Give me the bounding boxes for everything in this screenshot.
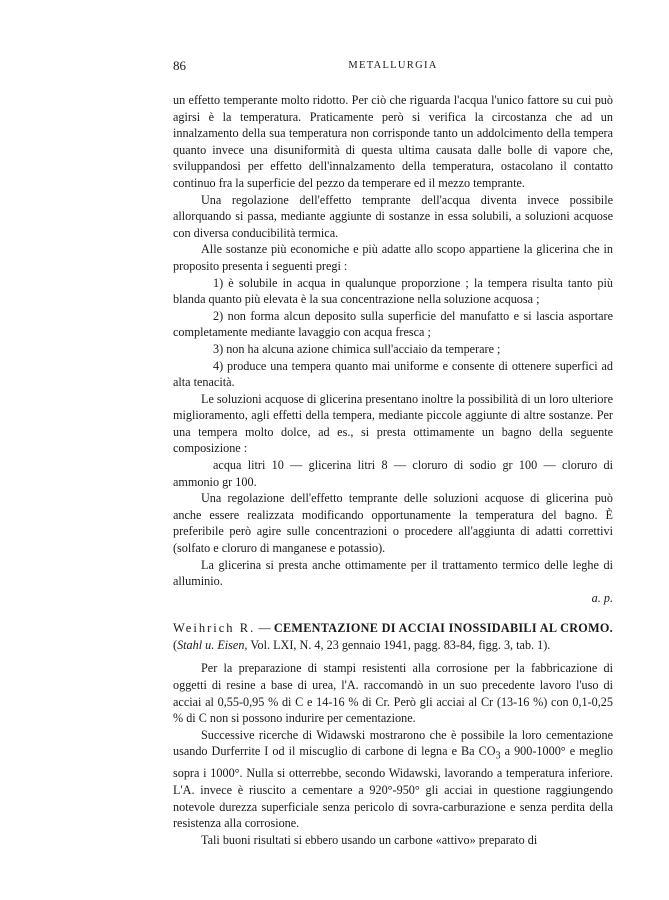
- text-run: Successive ricerche di Widawski mostrarono che è possibile la loro cementazione usando Durferrite I od il miscuglio di carbone di legna e Ba CO: [173, 727, 613, 759]
- paragraph: Per la preparazione di stampi resistenti alla corrosione per la fabbricazione di oggetti di resine a base di urea, l'A. raccomandò in un suo precedente lavoro l'uso di acciai al 0,55-0,95 % di C e 14-16 % di Cr. Però gli acciai al Cr (13-16 %) con 0,1-0,25 % di C non si possono indurire per cementazione.: [173, 661, 613, 726]
- paragraph: Alle sostanze più economiche e più adatte allo scopo appartiene la glicerina che in proposito presenta i seguenti pregi :: [173, 242, 613, 273]
- source-open: (: [173, 638, 178, 653]
- running-title: METALLURGIA: [348, 60, 438, 71]
- formula-line: acqua litri 10 — glicerina litri 8 — cloruro di sodio gr 100 — cloruro di ammonio gr 100.: [173, 458, 613, 489]
- article-body: [173, 92, 613, 848]
- paragraph: La glicerina si presta anche ottimamente per il trattamento termico delle leghe di alluminio.: [173, 557, 613, 589]
- section-gap: [173, 606, 613, 620]
- paragraph: Una regolazione dell'effetto temprante dell'acqua diventa invece possibile allorquando si passa, mediante aggiunte di sostanze in essa solubili, a soluzioni acquose con diversa conducibilità termica.: [173, 192, 613, 240]
- article-title: CEMENTAZIONE DI ACCIAI INOSSIDABILI AL CROMO.: [273, 621, 614, 636]
- page-number: 86: [173, 58, 186, 73]
- source-journal: Stahl u. Eisen,: [177, 638, 248, 653]
- paragraph: [173, 727, 613, 832]
- title-dash: —: [258, 621, 271, 636]
- source-details: Vol. LXI, N. 4, 23 gennaio 1941, pagg. 83-84, figg. 3, tab. 1).: [250, 638, 551, 653]
- paragraph: Tali buoni risultati si ebbero usando un carbone «attivo» preparato di: [201, 832, 538, 847]
- subscript: 3: [495, 750, 501, 762]
- paragraph: un effetto temperante molto ridotto. Per ciò che riguarda l'acqua l'unico fattore su cui può agirsi è la temperatura. Praticamente però si verifica la circostanza che ad un innalzamento della sua temperatura non corrisponde tanto un addolcimento della tempera quanto invece una disuniformità di questa ultima causata dalle bolle di vapore che, sviluppandosi per effetto dell'innalzamento della temperatura, ostacolano il contatto continuo fra la superficie del pezzo da temperare ed il mezzo temprante.: [173, 93, 613, 190]
- text-run: a 900-1000° e meglio sopra i 1000°. Nulla si otterrebbe, secondo Widawski, lavorando a temperatura inferiore. L'A. invece è riuscito a cementare a 920°-950° gli acciai in questione raggiungendo notevole durezza superficiale senza pericolo di sovra-carburazione e senza perdita della resistenza alla corrosione.: [173, 744, 613, 831]
- author-signature: a. p.: [591, 590, 613, 605]
- list-item: 4) produce una tempera quanto mai uniforme e consente di ottenere superfici ad alta tenacità.: [173, 358, 613, 390]
- paragraph: Le soluzioni acquose di glicerina presentano inoltre la possibilità di un loro ulteriore miglioramento, agli effetti della tempera, mediante piccole aggiunte di altre sostanze. Per una tempera molto dolce, ad es., si presta ottimamente un bagno della seguente composizione :: [173, 391, 613, 456]
- author-name: Weihrich R.: [173, 621, 256, 636]
- list-item: 1) è solubile in acqua in qualunque proporzione ; la tempera risulta tanto più blanda quanto più elevata è la sua concentrazione nella soluzione acquosa ;: [173, 275, 613, 307]
- paragraph: Una regolazione dell'effetto temprante delle soluzioni acquose di glicerina può anche essere realizzata modificando opportunamente la temperatura del bagno. È preferibile però agire sulle concentrazioni o procedere all'aggiunta di adatti correttivi (solfato e cloruro di manganese e potassio).: [173, 491, 613, 556]
- list-item: 2) non forma alcun deposito sulla superficie del manufatto e si lascia asportare completamente mediante lavaggio con acqua fresca ;: [173, 308, 613, 340]
- article-reference: [173, 620, 613, 654]
- list-item: 3) non ha alcuna azione chimica sull'acciaio da temperare ;: [213, 341, 501, 356]
- page-header: [173, 58, 613, 78]
